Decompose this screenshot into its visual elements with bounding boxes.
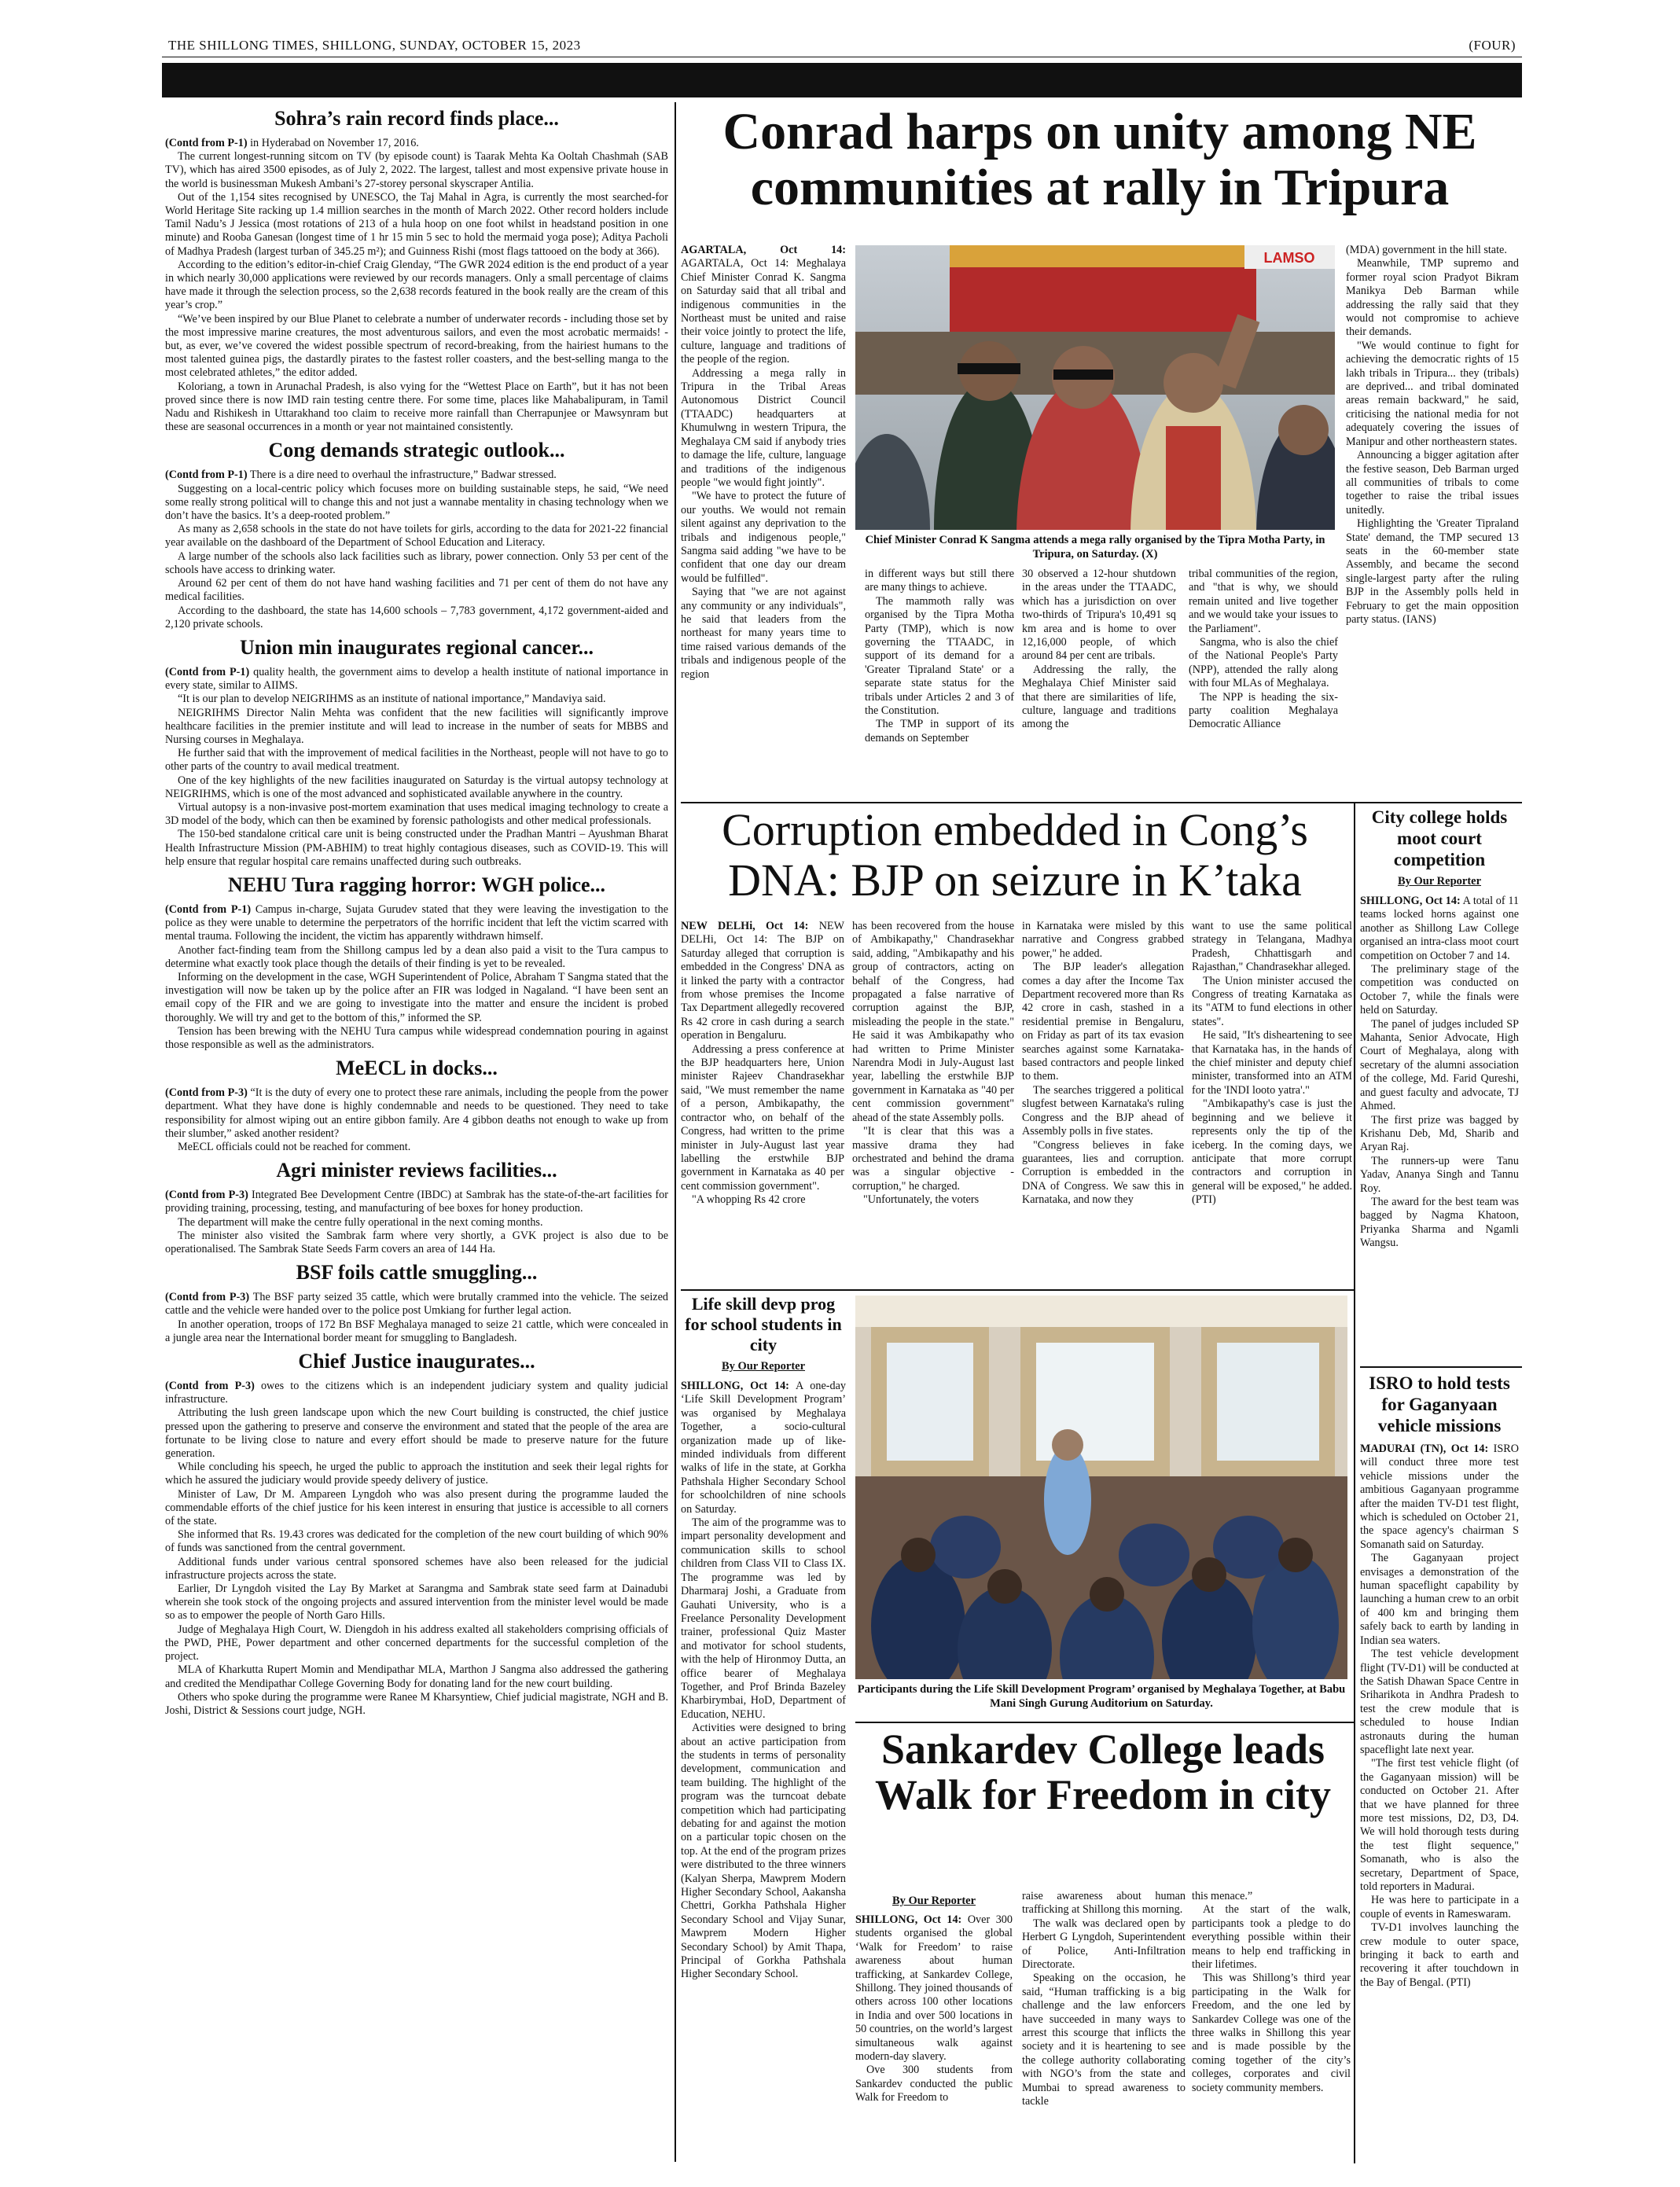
continued-story-paragraph: The 150-bed standalone critical care unit is being constructed under the Pradhan Mantri – Ayushman Bharat Health Infrastructure Mission (PM-ABHIM) to treat highly contagious diseases, such as COVID-19. This will help ensure that regular hospital care remains unaffected during such outbreaks. — [165, 828, 668, 868]
sankardev-col-b — [1022, 1890, 1186, 2159]
continued-story-paragraph: Suggesting on a local-centric policy which focuses more on building sustainable steps, he said, “We need some really strong political will to change this and not just a wannabe mentality in chasing technology when we don’t have the basics. It’s a deep-rooted problem.” — [165, 482, 668, 523]
corr-b0: has been recovered from the house of Ambikapathy," Chandrasekhar said, adding, "Ambikapathy and his group of contractors, acting on behalf of the Congress, had propagated a false narrative of corruption against the BJP, misleading the people in the state." He said it was Ambikapathy who had written to Prime Minister Narendra Modi in July-August last year, labelling the erstwhile BJP government in Karnataka as "40 per cent commission government" ahead of the state Assembly polls. — [852, 920, 1014, 1124]
lifeskill-p2: Activities were designed to bring about an active participation from the students in terms of personality development, communication and team building. The highlight of the program was the turncoat debate competition which had participating debating for and against the motion on a particular topic chosen on the top. At the end of the program prizes were distributed to the three winners (Kalyan Sherpa, Mawprem Modern Higher Secondary School, Aakansha Chettri, Gorkha Pathshala Higher Secondary School and Vijay Sunar, Mawprem Modern Higher Secondary School) by Amit Thapa, Principal of Gorkha Pathshala Higher Secondary School. — [681, 1722, 846, 1981]
lifeskill-story — [681, 1294, 846, 2159]
isro-p3: "The first test vehicle flight (of the Gaganyaan mission) will be conducted on October 21. After that we have planned for three more test missions, D2, D3, D4. We will hold thorough tests during the test flight sequence," Somanath, who is also the secretary, Department of Space, told reporters in Madurai. — [1360, 1757, 1519, 1893]
sankardev-col-a: SHILLONG, Oct 14: Over 300 students organised the global ‘Walk for Freedom’ to raise awareness about human trafficking, at Sankardev College, Shillong. They joined thousands of others across 100 other locations in India and over 500 locations in 50 countries, on the world’s largest simultaneous walk against modern-day slavery. Ove 300 students from Sankardev conducted the public Walk for Freedom to — [855, 1913, 1013, 2104]
continued-story-paragraph: Koloriang, a town in Arunachal Pradesh, is also vying for the “Wettest Place on Earth”, but it has not been proved since there is now IMD rain testing centre there. For some time, places like Mahabalipuram, in Tamil Nadu and Rishikesh in Uttarakhand too claim to receive more rainfall than Cherrapunjee or Mawsynram but these are seasonal occurrences in a month or year not maintained consistently. — [165, 380, 668, 434]
continued-story-paragraph: Judge of Meghalaya High Court, W. Diengdoh in his address exalted all stakeholders comprising officials of the PWD, PHE, Power department and other concerned departments for the successful completion of the project. — [165, 1623, 668, 1663]
college-p0: SHILLONG, Oct 14: A total of 11 teams locked horns against one another as Shillong Law College organised an intra-class moot court competition on October 7 and 14. — [1360, 895, 1519, 962]
continued-story-paragraph: In another operation, troops of 172 Bn BSF Meghalaya managed to seize 21 cattle, which were concealed in a jungle area near the International border meant for smuggling to Bangladesh. — [165, 1318, 668, 1344]
moot-court-body — [1360, 895, 1519, 1251]
continued-story-paragraph: (Contd from P-3) The BSF party seized 35 cattle, which were brutally crammed into the vehicle. The seized cattle and the vehicle were handed over to the police post Umkiang for further legal action. — [165, 1291, 668, 1318]
conrad-c0: 30 observed a 12-hour shutdown in the areas under the TTAADC, which has a jurisdiction on over two-thirds of Tripura's 10,491 sq km area and is home to over 12,16,000 people, of which around 84 per cent are tribals. — [1022, 568, 1176, 663]
conrad-a2: "We have to protect the future of our youths. We would not remain silent against any deprivation to the tribals and indigenous people," Sangma said adding "we have to be confident that one day our dream would be fulfilled". — [681, 490, 846, 585]
section-rule — [681, 802, 1522, 803]
isro-p5: TV-D1 involves launching the crew module to outer space, bringing it back to earth and recovering it after touchdown in the Bay of Bengal. (PTI) — [1360, 1921, 1519, 1989]
conrad-e1: Meanwhile, TMP supremo and former royal scion Pradyot Bikram Manikya Deb Barman while addressing the rally said that they would not compromise to achieve their demands. — [1346, 257, 1519, 339]
isro-headline: ISRO to hold tests for Gaganyaan vehicle missions — [1369, 1373, 1510, 1435]
continued-story-paragraph: Tension has been brewing with the NEHU Tura campus while widespread condemnation pouring in against those responsible as well as the administrators. — [165, 1024, 668, 1051]
conrad-col-c — [1022, 568, 1176, 799]
mid-rule — [681, 1289, 1354, 1291]
conrad-a3: Saying that "we are not against any community or any individuals", he said that leaders from the northeast for many years time to time raised various demands of the tribals and indigenous people of the region — [681, 586, 846, 681]
conrad-e4: Highlighting the 'Greater Tipraland State' demand, the TMP secured 13 seats in the 60-member state Assembly, and became the second single-largest party after the ruling BJP in the Assembly polls held in February to get the main opposition party status. (IANS) — [1346, 517, 1519, 626]
college-p3: The first prize was bagged by Krishanu Deb, Md, Sharib and Aryan Raj. — [1360, 1113, 1519, 1154]
continued-story-paragraph: Another fact-finding team from the Shillong campus led by a dean also paid a visit to the Tura campus to determine what exactly took place though the details of their finding is yet to be revealed. — [165, 943, 668, 970]
contd-label: (Contd from P-1) — [165, 469, 248, 482]
isro-rule — [1360, 1366, 1522, 1368]
lifeskill-body — [681, 1380, 846, 1982]
isro-body — [1360, 1443, 1519, 1990]
lifeskill-photo-caption — [855, 1682, 1347, 1711]
sankardev-headline-text: Sankardev College leads Walk for Freedom in city — [875, 1726, 1331, 1819]
continued-story-headline: Chief Justice inaugurates... — [298, 1350, 535, 1373]
continued-story-paragraph: “It is our plan to develop NEIGRIHMS as an institute of national importance,” Mandaviya said. — [178, 693, 606, 706]
rally-photo — [855, 245, 1335, 530]
conrad-b0: in different ways but still there are many things to achieve. — [865, 568, 1014, 594]
conrad-d0: tribal communities of the region, and "that is why, we should remain united and live together and we would take your issues to the Parliament". — [1189, 568, 1338, 635]
conrad-col-e — [1346, 244, 1519, 799]
college-p1: The preliminary stage of the competition was conducted on October 7, while the finals were held on Saturday. — [1360, 963, 1519, 1017]
corr-c3: "Congress believes in fake guarantees, lies and corruption. Corruption is embedded in the DNA of Congress. We saw this in Karnataka, and now they — [1022, 1138, 1184, 1207]
isro-p1: The Gaganyaan project envisages a demonstration of the human spaceflight capability by launching a human crew to an orbit of 400 km and bringing them safely back to earth by landing in Indian sea waters. — [1360, 1552, 1519, 1647]
isro-p0: MADURAI (TN), Oct 14: ISRO will conduct three more test vehicle missions under the ambitious Gaganyaan programme after the maiden TV-D1 test flight, which is scheduled on October 21, the space agency's chairman S Somanath said on Saturday. — [1360, 1443, 1519, 1551]
continued-story-paragraph: Around 62 per cent of them do not have hand washing facilities and 71 per cent of them do not have any medical facilities. — [165, 577, 668, 604]
continued-story-paragraph: MLA of Kharkutta Rupert Momin and Mendipathar MLA, Marthon J Sangma also addressed the gathering and credited the Mendipathar College Governing Body for donating land for the new court building. — [165, 1663, 668, 1690]
masthead-date: THE SHILLONG TIMES, SHILLONG, SUNDAY, OCTOBER 15, 2023 — [168, 38, 581, 53]
continued-story-paragraph: Out of the 1,154 sites recognised by UNESCO, the Taj Mahal in Agra, is currently the most searched-for World Heritage Site racking up 1.4 million searches in the month of March 2022. Other record holders include Tamil Nadu’s J Jessica (most rotations of 213 of a hula hoop on one foot whilst in headstand position in one minute) and Rooba Ganesan (longest time of 1 hr 15 min 5 sec to hold the mermaid yoga pose); Aditya Pacholi of Madhya Pradesh (largest turban of 345.25 m²); and Guinness Rishi (most flags tattooed on the body at 366). — [165, 190, 668, 258]
dateline: SHILLONG, Oct 14: — [681, 1380, 789, 1392]
continued-story-paragraph: (Contd from P-1) quality health, the government aims to develop a health institute of national importance in every state, similar to AIIMS. — [165, 665, 668, 693]
conrad-b1: The mammoth rally was organised by the Tipra Motha Party (TMP), which is now governing the TTAADC, in support of its demand for a 'Greater Tipraland State' or a separate state status for the tribals under Articles 2 and 3 of the Constitution. — [865, 594, 1014, 718]
contd-label: (Contd from P-1) — [165, 665, 250, 678]
moot-court-story — [1360, 807, 1519, 1357]
page-number: (FOUR) — [1469, 38, 1516, 53]
corruption-col-b — [852, 920, 1014, 1289]
right-column-rule — [1354, 803, 1355, 2163]
sankardev-b2: Speaking on the occasion, he said, “Human trafficking is a big challenge and the law enforcers have succeeded in many ways to arrest this scourge that inflicts the society and it is heartening to see the college authority collaborating with NGO’s from the state and Mumbai to spread awareness to tackle — [1022, 1972, 1186, 2108]
contd-label: (Contd from P-1) — [165, 137, 248, 149]
continued-story-paragraph: Others who spoke during the programme were Ranee M Kharsyntiew, Chief judicial magistrate, NGH and B. Joshi, District & Sessions court judge, NGH. — [165, 1690, 668, 1717]
continued-story-headline: Sohra’s rain record finds place... — [274, 107, 559, 130]
dateline: SHILLONG, Oct 14: — [855, 1913, 962, 1926]
continued-story-paragraph: (Contd from P-3) “It is the duty of every one to protect these rare animals, including the people from the power department. What they have done is highly condemnable and needs to be questioned. They need to take responsibility for almost wiping out an entire gibbon family. Are 4 gibbon deaths not enough to wake up from their slumber,” asked another resident? — [165, 1086, 668, 1140]
corr-d2: He said, "It's disheartening to see that Karnataka has, in the hands of the chief minister and deputy chief minister, transformed into an ATM for the 'INDI looto yatra'." — [1192, 1029, 1352, 1097]
continued-story-paragraph: Minister of Law, Dr M. Ampareen Lyngdoh who was also present during the programme lauded the commendable efforts of the chief justice for his keen interest in ensuring that justice is accessible to all corners of the state. — [165, 1487, 668, 1528]
contd-label: (Contd from P-1) — [165, 902, 252, 916]
college-p4: The runners-up were Tanu Yadav, Ananya Singh and Tannu Roy. — [1360, 1154, 1519, 1195]
continued-story-paragraph: The department will make the centre fully operational in the next coming months. — [178, 1215, 543, 1229]
continued-story-paragraph: The current longest-running sitcom on TV (by episode count) is Taarak Mehta Ka Ooltah Chashmah (SAB TV), which has aired 3500 episodes, as of July 2, 2022. The largest, tallest and most expensive private house in the world is businessman Mukesh Ambani’s 27-storey personal skyscraper Antilia. — [165, 150, 668, 190]
continued-story-paragraph: A large number of the schools also lack facilities such as library, power connection. Only 53 per cent of the schools have access to drinking water. — [165, 550, 668, 576]
contd-label: (Contd from P-3) — [165, 1380, 255, 1393]
conrad-a1: Addressing a mega rally in Tripura in the Tribal Areas Autonomous District Council (TTAADC) headquarters at Khumulwng in western Tripura, the Meghalaya CM said if anybody tries to damage the life, culture, language and traditions of the indigenous people "we would fight jointly". — [681, 366, 846, 489]
lifeskill-headline: Life skill devp prog for school students in city — [685, 1294, 842, 1354]
corr-b2: "Unfortunately, the voters — [863, 1193, 980, 1207]
dateline: MADURAI (TN), Oct 14: — [1360, 1443, 1489, 1455]
sankardev-headline — [855, 1726, 1351, 1818]
rally-caption-text: Chief Minister Conrad K Sangma attends a mega rally organised by the Tipra Motha Party, in Tripura, on Saturday. (X) — [865, 534, 1325, 561]
conrad-c1: Addressing the rally, the Meghalaya Chief Minister said that there are similarities of life, culture, language and traditions among the — [1022, 663, 1176, 731]
corruption-col-a: NEW DELHi, Oct 14: NEW DELHi, Oct 14: The BJP on Saturday alleged that corruption is embedded in the Congress' DNA as it linked the party with a contractor from whose premises the Income Tax Department allegedly recovered Rs 42 crore in cash during a search operation in Bengaluru. Addressing a press conference at the BJP headquarters here, Union minister Rajeev Chandrasekhar said, "We must remember the name of a person, Ambikapathy, the contractor who, on behalf of the Congress, had written to the prime minister in July-August last year labelling the erstwhile BJP government in Karnataka as 40 per cent commission government". "A whopping Rs 42 crore — [681, 920, 844, 1207]
continued-story-paragraph: “We’ve been inspired by our Blue Planet to celebrate a number of underwater records - including those set by the most impressive marine creatures, the most adventurous sailors, and even the most acrobatic mermaids! - but, as ever, we’ve covered the widest possible spectrum of record-breaking, from the hairiest humans to the most talented guinea pigs, the dastardly pirates to the fastest roller coasters, and the best-selling manga to the most celebrated athletes,” the editor added. — [165, 312, 668, 380]
continued-story-headline: BSF foils cattle smuggling... — [296, 1261, 538, 1285]
conrad-d2: The NPP is heading the six-party coalition Meghalaya Democratic Alliance — [1189, 690, 1338, 731]
continued-story-paragraph: While concluding his speech, he urged the public to approach the institution and seek their legal rights for which he assured the judiciary would provide speedy delivery of justice. — [165, 1461, 668, 1487]
lifeskill-photo-image — [855, 1296, 1347, 1679]
lifeskill-p0: SHILLONG, Oct 14: A one-day ‘Life Skill Development Program’ was organised by Meghalaya Together, a socio-cultural organization made up of like-minded individuals from different walks of life in the state, at Gorkha Pathshala Higher Secondary School for schoolchildren of nine schools on Saturday. — [681, 1380, 846, 1516]
college-p2: The panel of judges included SP Mahanta, Senior Advocate, High Court of Meghalaya, along with secretary of the alumni association of the college, Md. Farid Qureshi, and guest faculty and advocate, TJ Ahmed. — [1360, 1017, 1519, 1113]
corruption-col-c — [1022, 920, 1184, 1289]
continued-story-headline: Union min inaugurates regional cancer... — [240, 635, 594, 659]
continued-story-headline: NEHU Tura ragging horror: WGH police... — [227, 873, 606, 896]
page-header — [162, 31, 1522, 55]
continued-story-paragraph: (Contd from P-1) There is a dire need to overhaul the infrastructure,” Badwar stressed. — [165, 469, 557, 482]
conrad-a0: AGARTALA, Oct 14: Meghalaya Chief Minister Conrad K. Sangma on Saturday said that all tribal and indigenous communities in the Northeast must be united and raise their voice jointly to protect the life, culture, language and traditions of the people of the region. — [681, 257, 846, 366]
sankardev-rule — [855, 1722, 1354, 1723]
continued-story-paragraph: (Contd from P-1) in Hyderabad on November 17, 2016. — [165, 137, 419, 149]
continued-story-paragraph: The minister also visited the Sambrak farm where very shortly, a GVK project is also due to be operationalised. The Sambrak State Seeds Farm covers an area of 144 Ha. — [165, 1229, 668, 1256]
continued-story-headline: MeECL in docks... — [336, 1057, 498, 1080]
college-p5: The award for the best team was bagged by Nagma Khatoon, Priyanka Sharma and Ngamli Wangsu. — [1360, 1195, 1519, 1250]
continued-story-paragraph: He further said that with the improvement of medical facilities in the Northeast, people will not have to go to other parts of the country to avail medical treatment. — [165, 747, 668, 774]
continued-story-paragraph: As many as 2,658 schools in the state do not have toilets for girls, according to the data for 2021-22 financial year available on the dashboard of the Department of School Education and Literacy. — [165, 523, 668, 550]
conrad-b2: The TMP in support of its demands on September — [865, 718, 1014, 744]
continued-story-paragraph: Virtual autopsy is a non-invasive post-mortem examination that uses medical imaging technology to create a 3D model of the body, which can then be examined by forensic pathologists and other medical professionals. — [165, 800, 668, 828]
continued-story-paragraph: Earlier, Dr Lyngdoh visited the Lay By Market at Sarangma and Sambrak state seed farm at Dainadubi wherein she took stock of the ongoing projects and assured intervention from the minister level would be made so as to empower the people of North Garo Hills. — [165, 1582, 668, 1623]
conrad-col-b — [865, 568, 1014, 799]
contd-label: (Contd from P-3) — [165, 1086, 248, 1100]
continued-story-paragraph: (Contd from P-3) Integrated Bee Development Centre (IBDC) at Sambrak has the state-of-the-art facilities for providing training, processing, testing, and manufacturing of bee boxes for honey production. — [165, 1189, 668, 1215]
continued-story-paragraph: She informed that Rs. 19.43 crores was dedicated for the completion of the new court building of which 90% of funds was sanctioned from the central government. — [165, 1528, 668, 1555]
svg-text:LAMSO: LAMSO — [1263, 250, 1315, 266]
corruption-headline-text: Corruption embedded in Cong’s DNA: BJP on seizure in K’taka — [722, 804, 1308, 906]
corruption-col-d — [1192, 920, 1352, 1289]
continued-story-headline: Agri minister reviews facilities... — [276, 1159, 557, 1182]
column-rule — [675, 102, 676, 2162]
continued-story-paragraph: NEIGRIHMS Director Nalin Mehta was confident that the new facilities will significantly improve healthcare facilities in the premier institute and will lead to increase in the number of seats for MBBS and Nursing courses in Meghalaya. — [165, 706, 668, 746]
sankardev-c0: this menace.” — [1192, 1890, 1253, 1902]
dateline: SHILLONG, Oct 14: — [1360, 895, 1461, 907]
moot-court-byline: By Our Reporter — [1397, 875, 1482, 888]
continued-story-headline: Cong demands strategic outlook... — [268, 439, 565, 462]
header-bar — [162, 63, 1522, 97]
isro-story — [1360, 1373, 1519, 2159]
conrad-e0: (MDA) government in the hill state. — [1346, 244, 1507, 256]
sankardev-a1: Ove 300 students from Sankardev conducted the public Walk for Freedom to — [855, 2064, 1013, 2104]
sankardev-b1: The walk was declared open by Herbert G Lyngdoh, Superintendent of Police, Anti-Infiltration Directorate. — [1022, 1917, 1186, 1972]
continued-stories-column — [165, 102, 668, 2146]
isro-p4: He was here to participate in a couple of events in Rameswaram. — [1360, 1894, 1519, 1921]
corr-d3: "Ambikapathy's case is just the beginning and we believe it represents only the tip of the iceberg. In the coming days, we anticipate that more corrupt contractors and corruption in general will be exposed," he added. (PTI) — [1192, 1097, 1352, 1207]
corr-a1: Addressing a press conference at the BJP headquarters here, Union minister Rajeev Chandrasekhar said, "We must remember the name of a person, Ambikapathy, the contractor who, on behalf of the Congress, had written to the prime minister in July-August last year labelling the erstwhile BJP government in Karnataka as 40 per cent commission government". — [681, 1042, 844, 1193]
continued-story-paragraph: Additional funds under various central sponsored schemes have also been released for the judicial infrastructure projects across the state. — [165, 1555, 668, 1582]
sankardev-c2: This was Shillong’s third year participating in the Walk for Freedom, and the one led by Sankardev College was one of the three walks in Shillong this year and is made possible by the coming together of the city’s colleges, corporates and civil society community members. — [1192, 1972, 1351, 2094]
conrad-headline-text: Conrad harps on unity among NE communities at rally in Tripura — [722, 103, 1477, 217]
corr-b1: "It is clear that this was a massive drama they had orchestrated and behind the drama was a singular objective - corruption," he charged. — [852, 1125, 1014, 1193]
lifeskill-photo — [855, 1296, 1347, 1679]
sankardev-b0: raise awareness about human trafficking at Shillong this morning. — [1022, 1890, 1186, 1917]
continued-story-paragraph: Informing on the development in the case, WGH Superintendent of Police, Abraham T Sangma stated that the investigation will now be taken up by the police after an FIR was lodged in Nagaland. “I have been sent an email copy of the FIR and we are going to investigate into the matter and ensure the incident is probed thoroughly. We will try and get to the bottom of this,” informed the SP. — [165, 970, 668, 1024]
corr-d0: want to use the same political strategy in Telangana, Madhya Pradesh, Chhattisgarh and Rajasthan," Chandrasekhar alleged. — [1192, 920, 1352, 974]
contd-label: (Contd from P-3) — [165, 1189, 248, 1202]
corr-c0: in Karnataka were misled by this narrative and Congress grabbed power," he added. — [1022, 920, 1184, 960]
lifeskill-caption-text: Participants during the Life Skill Development Program’ organised by Meghalaya Together, at Babu Mani Singh Gurung Auditorium on Saturday. — [857, 1683, 1346, 1710]
conrad-e3: Announcing a bigger agitation after the festive season, Deb Barman urged all communities of tribals to come together to raise the tribal issues unitedly. — [1346, 449, 1519, 516]
continued-story-paragraph: (Contd from P-1) Campus in-charge, Sujata Gurudev stated that they were leaving the investigation to the police as they were unable to determine the perpetrators of the horrific incident that left the victim scarred with mental trauma. Following the incident, the victim has apparently withdrawn himself. — [165, 902, 668, 943]
conrad-e2: "We would continue to fight for achieving the democratic rights of 15 lakh tribals in Tripura... they (tribals) are deprived... and tribal dominated areas remain backward," he said, criticising the national media for not adequately covering the issues of Manipur and other northeastern states. — [1346, 339, 1519, 448]
sankardev-c1: At the start of the walk, participants took a pledge to do everything possible within their means to help end trafficking in their lifetimes. — [1192, 1903, 1351, 1972]
continued-story-paragraph: Attributing the lush green landscape upon which the new Court building is constructed, the chief justice pressed upon the gathering to preserve and conserve the environment and stated that the people of the area are fortunate to be living close to nature and every effort should be made to preserve nature for the future generation. — [165, 1406, 668, 1461]
conrad-col-a: AGARTALA, Oct 14: AGARTALA, Oct 14: Meghalaya Chief Minister Conrad K. Sangma on Saturday said that all tribal and indigenous communities in the Northeast must be united and raise their voice jointly to protect the life, culture, language and traditions of the people of the region. Addressing a mega rally in Tripura in the Tribal Areas Autonomous District Council (TTAADC) headquarters at Khumulwng in western Tripura, the Meghalaya CM said if anybody tries to damage the life, culture, language and traditions of the indigenous people "we would fight jointly". "We have to protect the future of our youths. We would not remain silent against any deprivation to the tribals and indigenous people," Sangma said adding "we have to be confident that one day our dream would be fulfilled". Saying that "we are not against any community or any individuals", he said that leaders from the northeast for many years time to time raised various demands of the tribals and indigenous people of the region — [681, 244, 846, 681]
conrad-col-d — [1189, 568, 1338, 799]
rally-photo-caption — [855, 533, 1335, 561]
continued-story-paragraph: MeECL officials could not be reached for comment. — [178, 1141, 411, 1153]
corr-a2: "A whopping Rs 42 crore — [692, 1193, 806, 1207]
sankardev-col-c — [1192, 1890, 1351, 2159]
conrad-d1: Sangma, who is also the chief of the National People's Party (NPP), attended the rally along with four MLAs of Meghalaya. — [1189, 636, 1338, 690]
lifeskill-byline: By Our Reporter — [721, 1360, 806, 1373]
conrad-headline — [681, 104, 1519, 216]
sankardev-byline: By Our Reporter — [891, 1895, 976, 1907]
continued-story-paragraph: (Contd from P-3) owes to the citizens which is an independent judiciary system and quality judicial infrastructure. — [165, 1380, 668, 1406]
continued-story-paragraph: According to the dashboard, the state has 14,600 schools – 7,783 government, 4,172 government-aided and 2,120 private schools. — [165, 604, 668, 630]
isro-p2: The test vehicle development flight (TV-D1) will be conducted at the Satish Dhawan Space Centre in Sriharikota in Andhra Pradesh to test the crew module that is scheduled to house Indian astronauts during the human spaceflight late next year. — [1360, 1648, 1519, 1756]
continued-story-paragraph: One of the key highlights of the new facilities inaugurated on Saturday is the virtual autopsy technology at NEIGRIHMS, which is one of the most advanced and sophisticated available anywhere in the country. — [165, 774, 668, 800]
continued-story-paragraph: According to the edition’s editor-in-chief Craig Glenday, “The GWR 2024 edition is the end product of a year in which nearly 30,000 applications were reviewed by our records managers. Only a small percentage of claims have made it through the selection process, so the 2,638 records featured in the book really are the cream of this year’s crop.” — [165, 258, 668, 312]
corr-c2: The searches triggered a political slugfest between Karnataka's ruling Congress and the BJP ahead of Assembly polls in five states. — [1022, 1083, 1184, 1138]
rally-photo-image — [855, 245, 1335, 530]
moot-court-headline: City college holds moot court competition — [1371, 807, 1508, 869]
lifeskill-p1: The aim of the programme was to impart personality development and communication skills to school children from Class VII to Class IX. The programme was led by Dharmaraj Joshi, a Graduate from Gauhati University, who is a Freelance Personality Development trainer, professional Quiz Master and motivator for school students, with the help of Hironmoy Dutta, an office bearer of Meghalaya Together, and Prof Brinda Bazeley Kharbirymbai, HoD, Department of Education, NEHU. — [681, 1516, 846, 1721]
corr-d1: The Union minister accused the Congress of treating Karnataka as its "ATM to fund elections in other states". — [1192, 974, 1352, 1028]
contd-label: (Contd from P-3) — [165, 1291, 250, 1304]
corruption-headline — [681, 805, 1349, 906]
corr-a0: NEW DELHi, Oct 14: The BJP on Saturday alleged that corruption is embedded in the Congress' DNA as it linked the party with a contractor from whose premises the Income Tax Department allegedly recovered Rs 42 crore in cash during a search operation in Bengaluru. — [681, 920, 844, 1042]
corr-c1: The BJP leader's allegation comes a day after the Income Tax Department recovered more than Rs 42 crore in cash, stashed in a residential premise in Bengaluru, on Friday as part of its tax evasion searches against some Karnataka-based contractors and people linked to them. — [1022, 961, 1184, 1083]
